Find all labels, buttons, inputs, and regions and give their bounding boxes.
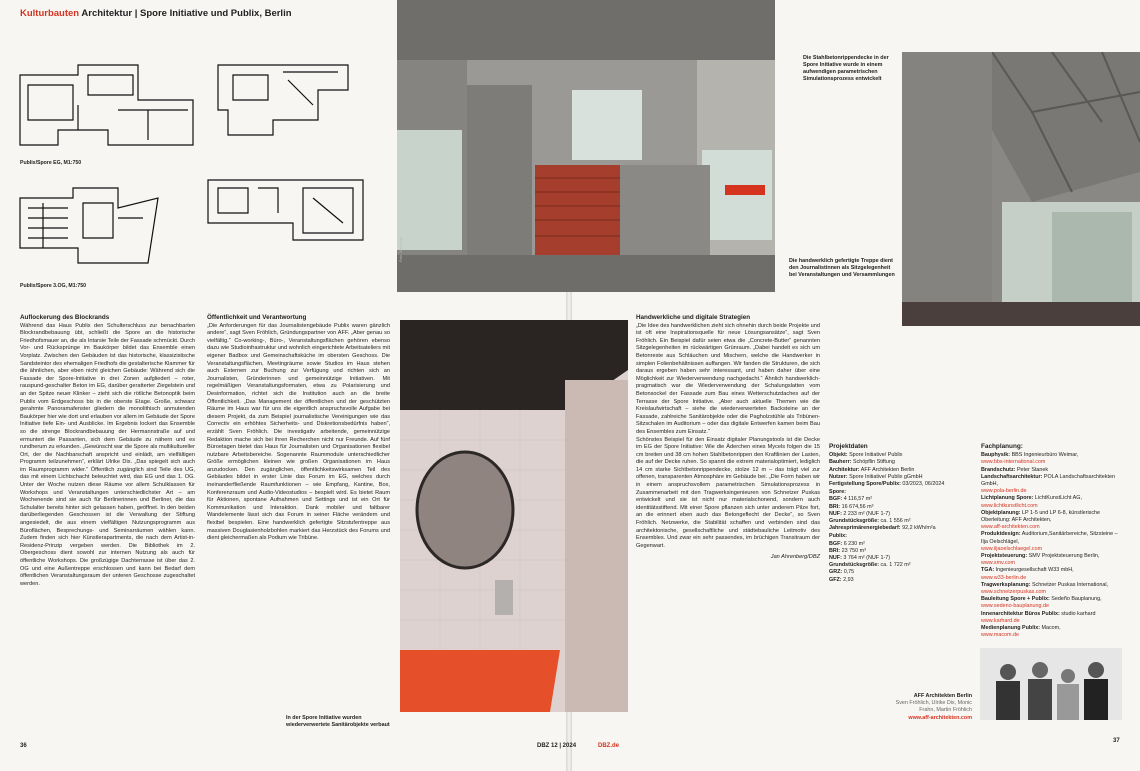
project-value: AFF Architekten Berlin <box>860 466 915 473</box>
fachplanung-value: Ingenieurgesellschaft W33 mbH, <box>995 567 1074 574</box>
publix-key: GFZ: <box>829 576 842 583</box>
spore-key: BGF: <box>829 496 843 503</box>
fachplanung-key: Lichtplanung Spore: <box>981 495 1034 502</box>
publix-value: 2,93 <box>843 576 854 583</box>
fachplanung-row <box>981 474 1126 496</box>
fachplanung-row <box>981 467 1126 474</box>
fachplanung-value: Sedeño Bauplanung, <box>1051 596 1102 603</box>
column-3 <box>636 314 820 562</box>
fachplanung-key: Innenarchitektur Büros Publix: <box>981 610 1060 617</box>
column-2-heading: Öffentlichkeit und Verantwortung <box>207 314 307 321</box>
fachplanung-title: Fachplanung: <box>981 443 1023 450</box>
caption-stair: Die handwerklich gefertigte Treppe dient den Journalistinnen als Sitzgelegenheit bei Veranstaltungen und Versammlungen <box>789 258 895 278</box>
project-value: 03/2023, 06/2024 <box>902 481 945 488</box>
publix-key: BGF: <box>829 540 843 547</box>
fachplanung-key: Tragwerksplanung: <box>981 581 1031 588</box>
column-1 <box>20 314 195 588</box>
architect-credit <box>880 693 972 722</box>
fachplanung-row <box>981 625 1126 639</box>
project-value: Schöpflin Stiftung <box>852 459 895 466</box>
fachplanung-row <box>981 611 1126 625</box>
publix-key: NUF: <box>829 555 842 562</box>
fachplanung-row <box>981 495 1126 509</box>
plan-caption-eg: Publix/Spore EG, M1:750 <box>20 160 82 166</box>
spore-rows <box>829 496 979 532</box>
fachplanung-value: LP 1-5 und LP 6-8, künstlerische Oberleitung: AFF Architekten, <box>981 509 1101 524</box>
floor-plan-3og <box>18 178 378 278</box>
column-3-text: „Die Idee des handwerklichen zieht sich ohnehin durch beide Projekte und ist oft eine Inspirationsquelle für neue Lösungsansätze“, sagt Sven Fröhlich. Ein Beispiel dafür seien etwa die „Concrete-Butter“ genannten Sitzgelegenheiten im rückwärtigen Grünraum. „Dabei handelt es sich um Betonreste aus Schläuchen und Mischern, welche die Handwerker in simplen Folienbehältnissen auffangen. Wir fanden die Strukturen, die sich daraus ergeben haben sehr interessant, und haben daher über eine Möglichkeit zur Wiederverwendung nachgedacht.“ Ähnlich handwerklich-pragmatisch war die Wiederverwendung der Schalungslatten vom Betonsockel der Fassade zum Bau eines Wetterschutzdaches auf der Terrasse der Spore Initiative. „Aber auch aktuelle Themen wie die Kreislaufwirtschaft – siehe die wiederverwerteten Backsteine an der Fassade, zahlreiche Sanitärobjekte oder die Pagholzstühle als Tribünen-Sitzschalen im Auditorium – oder das digitale Entwerfen kamen beim Bau des Ensembles zum Einsatz.“ <box>636 322 820 435</box>
spore-key: Jahresprimärenergiebedarf: <box>829 525 901 532</box>
fachplanung-key: Produktdesign: <box>981 531 1021 538</box>
publix-row <box>829 548 979 555</box>
architect-url[interactable]: www.aff-architekten.com <box>908 714 972 721</box>
caption-ceiling: Die Stahlbetonrippendecke in der Spore Initiative wurde in einem aufwendigen parametrischen Simulationsprozess entwickelt <box>803 55 889 82</box>
fachplanung-url[interactable]: www.smv.com <box>981 560 1016 567</box>
column-3-heading: Handwerkliche und digitale Strategien <box>636 314 751 321</box>
fachplanung-key: Medienplanung Publix: <box>981 625 1040 632</box>
publix-value: 23 750 m³ <box>841 547 866 554</box>
project-key: Nutzer: <box>829 473 848 480</box>
column-1-heading: Auflockerung des Blockrands <box>20 314 110 321</box>
photo-credit: Foto: Zara Gold <box>399 237 403 262</box>
ceiling-photo <box>902 52 1140 326</box>
spore-key: Grundstücksgröße: <box>829 518 880 525</box>
fachplanung-row <box>981 553 1126 567</box>
project-row <box>829 459 979 466</box>
fachplanung-url[interactable]: www.sedeno-bauplanung.de <box>981 603 1050 610</box>
fachplanung-url[interactable]: www.w33-berlin.de <box>981 574 1027 581</box>
spore-row <box>829 525 979 532</box>
fachplanung-value: Auditorium,Sanitärbereiche, Sitzsteine – Ilja Oelschlägel, <box>981 531 1118 545</box>
spore-label: Spore: <box>829 489 847 496</box>
column-2 <box>207 314 390 543</box>
fachplanung-value: LichtKunstLicht AG, <box>1034 495 1082 502</box>
issue-label: DBZ 12 | 2024 <box>537 743 577 749</box>
fachplanung-row <box>981 510 1126 532</box>
fachplanung-url[interactable]: www.bbs-international.com <box>981 459 1046 466</box>
publix-value: 3 764 m² (NUF 1-7) <box>843 555 891 562</box>
project-rows <box>829 452 979 488</box>
publix-key: GRZ: <box>829 569 843 576</box>
spore-row <box>829 504 979 511</box>
team-photo <box>980 648 1122 720</box>
stair-photo <box>397 0 775 292</box>
fachplanung-value: SMV Projektsteuerung Berlin, <box>1028 553 1100 560</box>
spore-key: NUF: <box>829 510 842 517</box>
spore-key: BRI: <box>829 503 841 510</box>
fachplanung-key: Landschaftsarchitektur: <box>981 473 1043 480</box>
fachplanung-key: Bauphysik: <box>981 452 1011 459</box>
project-row <box>829 467 979 474</box>
publix-row <box>829 555 979 562</box>
page-header <box>20 8 292 19</box>
project-data-title: Projektdaten <box>829 443 868 450</box>
project-row <box>829 481 979 488</box>
publix-value: ca. 1 722 m² <box>880 562 911 569</box>
project-key: Objekt: <box>829 452 848 459</box>
fachplanung-value: Schnetzer Puskas International, <box>1031 581 1109 588</box>
project-value: Spore Initiative/ Publix gGmbH <box>849 473 923 480</box>
plan-caption-3og: Publix/Spore 3.OG, M1:750 <box>20 283 87 289</box>
fachplanung-value: POLA Landschaftsarchitekten GmbH, <box>981 473 1115 488</box>
site-label[interactable]: DBZ.de <box>598 743 619 749</box>
fachplanung-row <box>981 567 1126 581</box>
project-row <box>829 474 979 481</box>
fachplanung-key: Objektplanung: <box>981 509 1021 516</box>
publix-value: 6 230 m² <box>843 540 865 547</box>
fachplanung-value: Macom, <box>1041 625 1061 632</box>
fachplanung-row <box>981 452 1126 466</box>
fachplanung-url[interactable]: www.schnetzerpuskas.com <box>981 589 1047 596</box>
publix-row <box>829 577 979 584</box>
publix-value: 0,75 <box>843 569 855 576</box>
fachplanung-url[interactable]: www.pola-berlin.de <box>981 488 1027 495</box>
fachplanung-url[interactable]: www.karhard.de <box>981 617 1020 624</box>
architect-people: Sven Fröhlich, Ulrike Dix, Monic Frahn, Martin Fröhlich <box>895 700 972 714</box>
fachplanung-key: Brandschutz: <box>981 466 1016 473</box>
fachplanung-url[interactable]: www.macom.de <box>981 632 1020 639</box>
project-key: Fertigstellung Spore/Publix: <box>829 481 901 488</box>
publix-key: Grundstücksgröße: <box>829 562 880 569</box>
fachplanung-value: studio karhard <box>1061 610 1096 617</box>
spore-value: ca. 1 556 m² <box>880 518 911 525</box>
fachplanung-row <box>981 596 1126 610</box>
page-number-left: 36 <box>20 743 27 749</box>
spore-value: 16 674,56 m³ <box>841 503 874 510</box>
page-number-right: 37 <box>1113 738 1120 744</box>
publix-row <box>829 562 979 569</box>
caption-sanitary: In der Spore Initiative wurden wiederverwertete Sanitärobjekte verbaut <box>286 715 390 728</box>
fachplanung-row <box>981 531 1126 553</box>
spore-value: 2 233 m² (NUF 1-7) <box>843 510 891 517</box>
fachplanung-url[interactable]: www.iljaoelschlaegel.com <box>981 545 1043 552</box>
project-value: Spore Initiative/ Publix <box>849 452 903 459</box>
column-1-text: Während das Haus Publix den Schulterschluss zur benachbarten Blockrandbebauung übt, schließt die Spore an die historische Friedhofsmauer an, die als Intarsie Teile der Fassade schmückt. Durch Vor- und Rücksprünge im Baukörper bildet das Ensemble einen Vorplatz. Zwischen den Gebäuden ist das historische, klassizistische Sandsteintor des ehemaligen Friedhofs die gestalterische Klammer für die ähnlichen, aber eben nicht gleichen Gebäude: Während sich die Fassade der Spore-Initiative in drei Zonen aufgliedert – roter, rauspund-geschalter Beton im EG, darüber geratterter Ziegelstein und an der Spitze neuer Klinker – zieht sich die rötliche Betonoptik beim Publix vom Erdgeschoss bis in die oberste Etage. Große, schwarz gerahmte Panoramafenster gliedern die monolithisch anmutenden Baukörper hier wie dort und erlauben vor allem im Gebäude der Spore Initiative tiefe Ein- und Ausblicke. Im Ergebnis lockert das Ensemble so die strenge Blockrandbebauung der Hermannstraße auf und ermuntert die Passanten, sich dem Gebäude zu nähern und es rundherum zu erkunden. „Gewünscht war die Spore als multikultureller Ort, der die Nachbarschaft anspricht und einlädt, am vielfältigen Programm teilzunehmen“, erklärt Ulrike Dix. „Das spiegelt sich auch im Raumprogramm wider.“ Öffentlich zugänglich sind Teile des UG, das mit einem Lichtschacht beleuchtet wird, das EG und das 1. OG. Unter der Woche nutzen diese Räume vor allem Schulklassen für Workshops und Veranstaltungen unterschiedlichster Art – am Wochenende sind sie auch für Berlinerinnen und Berliner, die das Schulalter bereits hinter sich gelassen haben, geöffnet. In den beiden darüberliegenden Geschossen ist die Verwaltung der Stiftung angesiedelt, die aus einem vielfältigen Nutzungsprogramm aus Büroflächen, Besprechungs- und Seminarräumen wählen kann. Zudem finden sich hier Künstlerapartments, die nach dem Artist-in-Residenz-Prinzip vergeben werden. Die Bibliothek im 2. Obergeschoss dient sowohl zur internen Nutzung als auch für öffentliche Workshops. Die großzügige Dachterrasse ist über das 2. OG und eine Außentreppe erschlossen und kann bei Bedarf dem öffentlichen Veranstaltungsraum der unteren Geschosse zugeschaltet werden. <box>20 322 195 587</box>
sanitary-photo <box>400 320 628 712</box>
article-author: Jan Ahrenberg/DBZ <box>770 554 820 561</box>
project-key: Bauherr: <box>829 459 852 466</box>
fachplanung-key: Projektsteuerung: <box>981 553 1028 560</box>
publix-rows <box>829 541 979 584</box>
project-row <box>829 452 979 459</box>
spore-row <box>829 518 979 525</box>
fachplanung-key: TGA: <box>981 567 995 574</box>
publix-key: BRI: <box>829 547 841 554</box>
header-title: Architektur | Spore Initiative und Publix, Berlin <box>81 8 292 19</box>
fachplanung-url[interactable]: www.aff-architekten.com <box>981 524 1040 531</box>
fachplanung-rows <box>981 452 1126 639</box>
floor-plan-eg <box>18 60 378 150</box>
column-3-text-2: Schönstes Beispiel für den Einsatz digitaler Planungstools ist die Decke im EG der Spore Initiative: Wie die Äderchen eines Mycels folgen die 15 cm breiten und 38 cm hohen Stahlbetonrippen den Kraftlinien der Lasten, die auf der Decke ruhen. So spannt die extrem materialoptimiert, lediglich 14 cm starke Sichtbetonrippendecke, stolze 12 m – das trägt viel zur offenen, transparenten Atmosphäre im Gebäude bei. „Die Form haben wir in einem anspruchsvollem parametrischen Simulationsprozess in Zusammenarbeit mit den Tragwerksingenieuren von Schnetzer Puskas entwickelt und sie ist nicht nur materialschonend, sondern auch identitätsstiftend. Mit einer Spore pflanzen sich unter anderem Pilze fort, an die erinnert eben auch das Betongeflecht der Decke“, so Sven Fröhlich. Netzwerke, die Stabilität schaffen und verbinden sind das architektonische, gesellschaftliche und städtebauliche Leitmotiv des Ensembles. Und zwar ein sehr passendes, im brüchigen Transitraum der Gegenwart. <box>636 436 820 549</box>
fachplanung-value: Peter Stanek <box>1016 466 1049 473</box>
spore-row <box>829 496 979 503</box>
publix-label: Publix: <box>829 533 847 540</box>
spore-value: 92,2 kWh/m²a <box>902 525 936 532</box>
publix-row <box>829 541 979 548</box>
fachplanung-value: BBS Ingenieurbüro Weimar, <box>1011 452 1079 459</box>
project-key: Architektur: <box>829 466 860 473</box>
header-kicker: Kulturbauten <box>20 8 80 19</box>
publix-row <box>829 569 979 576</box>
spore-value: 4 116,57 m² <box>843 496 873 503</box>
project-data <box>829 443 979 584</box>
column-2-text: „Die Anforderungen für das Journalistengebäude Publix waren gänzlich andere“, sagt Sven Fröhlich, Gründungspartner von AFF. „Aber genau so vielfältig.“ Co-working-, Büro-, Veranstaltungsflächen gehören ebenso dazu wie Studioinfrastruktur und wohnlich eingerichtete Arbeitsateliers mit eigener Badbox und Gemeinschaftsküche im obersten Geschoss. Die Veranstaltungsflächen, Meetingräume sowie Studios im Haus stehen auch Externen zur Buchung zur Verfügung und richten sich an Journalisten, Gründerinnen und gemeinnützige Initiativen. Mit regelmäßigen Veranstaltungsformaten, etwa zu Polarisierung und Desinformation, richtet sich die Institution auch an die breite Öffentlichkeit. „Das Management der öffentlichen und der geschützten Räume im Haus war für uns die eigentlich anspruchsvolle Aufgabe bei diesem Projekt, da zum Beispiel journalistische Vereinigungen wie das Correctiv ein erhöhtes Sicherheits- und Diskretionsbedürfnis haben“, erzählt Sven Fröhlich. Die investigativ arbeitende, gemeinnützige Redaktion mache sich bei ihren Recherchen nicht nur Freunde. Auf fünf Büroetagen bietet das Haus für Journalisten und Organisationen flexibel nutzbare Arbeitsbereiche. Sogenannte Raummodule unterschiedlicher Größe ermöglichen kleinen wie großen Organisationen im Haus anzudocken. Den zugänglichen, öffentlichkeitswirksamen Teil des Gebäudes bildet in erster Linie das Forum im EG, welches durch ineinanderfließende Raumfunktionen – wie Empfang, Kantine, Box, Konferenzraum und Audio-Videostudios – bespielt wird. Es bietet Raum für Aktionen, spontane Aufnahmen und Settings und ist ein Ort für Kommunikation und Interaktion. Dank mobiler und faltbarer Wandelemente lässt sich das Forum in seiner Fläche verändern und flexibel bespielen. Eine handwerklich gefertigte Sitzstufentreppe aus massiven Douglasienholzbohlen markiert das Herzstück des Forums und dient gleichermaßen als Podium wie Tribüne. <box>207 322 390 542</box>
fachplanung <box>981 443 1126 639</box>
fachplanung-row <box>981 582 1126 596</box>
architect-office: AFF Architekten Berlin <box>913 693 972 699</box>
spore-row <box>829 511 979 518</box>
fachplanung-url[interactable]: www.lichtkunstlicht.com <box>981 502 1038 509</box>
fachplanung-key: Bauleitung Spore + Publix: <box>981 596 1050 603</box>
